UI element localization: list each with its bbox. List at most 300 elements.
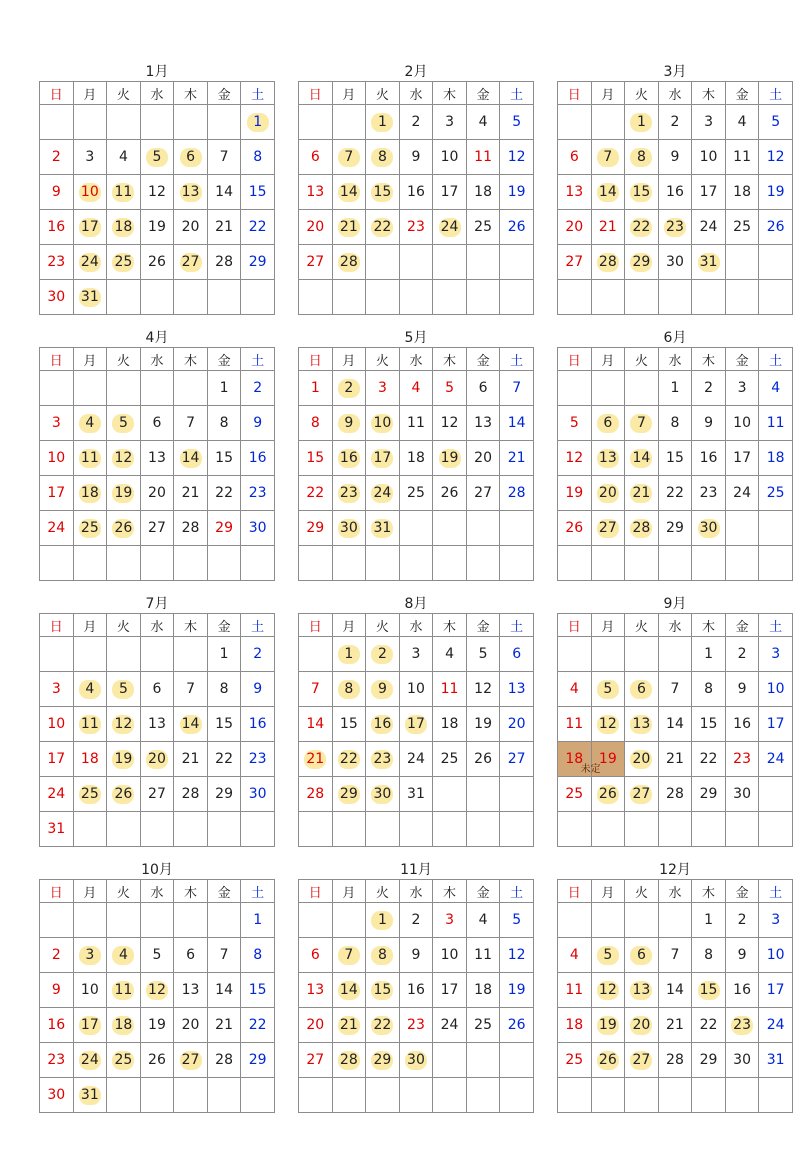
month-title: 12月 <box>659 862 691 878</box>
day-number: 8 <box>704 680 713 697</box>
day-number: 8 <box>219 680 229 697</box>
day-cell <box>241 476 275 511</box>
day-cell <box>107 406 141 441</box>
weekday-header: 月 <box>591 880 625 903</box>
day-cell <box>73 777 107 812</box>
week-row <box>558 210 793 245</box>
weekday-header: 木 <box>433 880 467 903</box>
day-number: 10 <box>699 148 718 165</box>
day-number: 13 <box>474 414 492 431</box>
empty-cell <box>558 1078 592 1113</box>
month-calendar <box>557 64 793 315</box>
day-number: 9 <box>737 946 747 963</box>
empty-cell <box>658 280 692 315</box>
week-row <box>40 1043 275 1078</box>
day-cell <box>433 742 467 777</box>
day-cell <box>500 105 534 140</box>
day-number: 12 <box>146 981 168 1000</box>
week-row <box>558 441 793 476</box>
day-number: 21 <box>215 218 233 235</box>
day-number: 8 <box>310 414 320 431</box>
day-cell <box>625 476 659 511</box>
day-number: 5 <box>152 946 162 963</box>
day-cell <box>241 245 275 280</box>
day-number: 3 <box>377 379 387 396</box>
day-cell <box>40 812 74 847</box>
day-cell <box>366 777 400 812</box>
month-calendar <box>557 862 793 1113</box>
day-number: 15 <box>248 183 267 200</box>
day-number: 12 <box>148 183 166 200</box>
day-cell <box>692 175 726 210</box>
day-cell <box>692 742 726 777</box>
empty-cell <box>558 812 592 847</box>
day-number: 4 <box>478 911 488 928</box>
empty-cell <box>500 546 534 581</box>
weekday-header: 日 <box>40 82 74 105</box>
day-cell <box>174 938 208 973</box>
day-number: 8 <box>670 414 680 431</box>
day-number: 21 <box>666 1016 684 1033</box>
day-number: 23 <box>248 750 267 767</box>
week-row <box>40 672 275 707</box>
week-row <box>558 672 793 707</box>
weekday-header: 日 <box>40 614 74 637</box>
empty-cell <box>366 546 400 581</box>
day-cell <box>725 105 759 140</box>
day-number: 26 <box>565 519 584 536</box>
day-cell <box>399 903 433 938</box>
day-cell <box>759 973 793 1008</box>
day-number: 7 <box>670 680 680 697</box>
day-number: 5 <box>146 148 168 167</box>
day-cell <box>558 973 592 1008</box>
day-cell <box>73 280 107 315</box>
weekday-header: 土 <box>500 880 534 903</box>
weekday-header: 月 <box>591 614 625 637</box>
day-number: 1 <box>219 379 229 396</box>
empty-cell <box>107 903 141 938</box>
day-number: 11 <box>733 148 751 165</box>
day-cell <box>625 105 659 140</box>
day-number: 11 <box>565 715 584 732</box>
day-number: 5 <box>771 113 781 130</box>
day-number: 21 <box>338 218 360 237</box>
day-number: 20 <box>507 715 526 732</box>
week-row <box>299 105 534 140</box>
day-cell <box>591 245 625 280</box>
day-cell <box>558 511 592 546</box>
weekday-header: 水 <box>140 614 174 637</box>
day-number: 17 <box>79 218 101 237</box>
day-cell <box>299 175 333 210</box>
day-cell <box>759 476 793 511</box>
day-cell <box>500 210 534 245</box>
weekday-header: 土 <box>500 82 534 105</box>
day-number: 1 <box>338 645 360 664</box>
month-grid <box>298 81 534 315</box>
day-cell <box>658 105 692 140</box>
day-number: 13 <box>148 449 166 466</box>
day-cell <box>174 707 208 742</box>
weekday-header: 土 <box>759 614 793 637</box>
weekday-header: 木 <box>174 614 208 637</box>
empty-cell <box>591 105 625 140</box>
day-cell <box>692 406 726 441</box>
day-number: 31 <box>47 820 66 837</box>
day-cell <box>725 777 759 812</box>
empty-cell <box>759 245 793 280</box>
day-cell <box>399 973 433 1008</box>
empty-cell <box>299 1078 333 1113</box>
day-number: 28 <box>666 1051 684 1068</box>
weekday-header: 木 <box>692 348 726 371</box>
empty-cell <box>140 903 174 938</box>
day-number: 12 <box>112 715 134 734</box>
day-cell <box>725 1043 759 1078</box>
day-cell <box>692 777 726 812</box>
day-cell <box>399 1008 433 1043</box>
day-number: 25 <box>79 785 101 804</box>
day-cell <box>366 938 400 973</box>
day-number: 6 <box>569 148 579 165</box>
day-cell <box>658 371 692 406</box>
day-cell <box>692 140 726 175</box>
day-cell <box>558 1008 592 1043</box>
day-cell <box>241 973 275 1008</box>
day-cell <box>500 637 534 672</box>
weekday-header: 月 <box>332 82 366 105</box>
day-number: 20 <box>148 484 166 501</box>
day-number: 16 <box>248 449 267 466</box>
day-cell <box>140 441 174 476</box>
day-number: 10 <box>79 183 101 202</box>
empty-cell <box>625 903 659 938</box>
empty-cell <box>107 371 141 406</box>
weekday-header: 金 <box>466 348 500 371</box>
day-cell <box>207 938 241 973</box>
week-row <box>299 210 534 245</box>
day-cell <box>466 406 500 441</box>
day-cell <box>500 175 534 210</box>
day-number: 3 <box>771 911 781 928</box>
empty-cell <box>759 812 793 847</box>
day-cell <box>500 1008 534 1043</box>
day-cell <box>299 707 333 742</box>
day-cell <box>299 406 333 441</box>
day-number: 14 <box>630 449 652 468</box>
day-number: 3 <box>79 946 101 965</box>
day-number: 18 <box>112 218 134 237</box>
day-number: 16 <box>248 715 267 732</box>
week-row <box>558 1043 793 1078</box>
empty-cell <box>299 546 333 581</box>
weekday-header: 土 <box>241 614 275 637</box>
day-cell <box>207 175 241 210</box>
day-number: 11 <box>112 981 134 1000</box>
day-cell <box>241 210 275 245</box>
empty-cell <box>625 1078 659 1113</box>
day-number: 30 <box>371 785 393 804</box>
day-cell <box>692 938 726 973</box>
day-cell <box>107 973 141 1008</box>
month-grid <box>298 347 534 581</box>
day-number: 14 <box>338 981 360 1000</box>
empty-cell <box>40 546 74 581</box>
day-cell <box>140 511 174 546</box>
week-row <box>299 742 534 777</box>
day-cell <box>40 1078 74 1113</box>
day-cell <box>366 441 400 476</box>
day-cell <box>241 777 275 812</box>
day-number: 25 <box>407 484 425 501</box>
day-number: 8 <box>219 414 229 431</box>
day-cell <box>399 175 433 210</box>
week-row <box>558 245 793 280</box>
day-cell <box>332 140 366 175</box>
day-cell <box>725 441 759 476</box>
day-cell <box>140 1043 174 1078</box>
week-row <box>558 476 793 511</box>
day-cell <box>332 406 366 441</box>
weekday-header: 金 <box>725 348 759 371</box>
empty-cell <box>692 280 726 315</box>
day-number: 19 <box>565 484 584 501</box>
week-row <box>40 175 275 210</box>
day-number: 7 <box>670 946 680 963</box>
day-cell <box>466 441 500 476</box>
day-cell <box>299 210 333 245</box>
day-number: 8 <box>253 946 263 963</box>
day-number: 23 <box>733 750 751 767</box>
empty-cell <box>399 1078 433 1113</box>
empty-cell <box>591 903 625 938</box>
day-cell <box>725 371 759 406</box>
day-number: 23 <box>731 1016 753 1035</box>
day-cell <box>332 371 366 406</box>
empty-cell <box>332 903 366 938</box>
month-title: 8月 <box>404 596 428 612</box>
weekday-header: 火 <box>366 348 400 371</box>
day-cell <box>174 672 208 707</box>
day-cell <box>591 175 625 210</box>
day-cell <box>399 938 433 973</box>
day-cell <box>625 707 659 742</box>
day-cell <box>658 406 692 441</box>
empty-cell <box>140 546 174 581</box>
day-number: 19 <box>597 1016 619 1035</box>
weekday-header: 月 <box>332 614 366 637</box>
day-number: 18 <box>474 981 492 998</box>
empty-cell <box>759 1078 793 1113</box>
day-number: 12 <box>112 449 134 468</box>
empty-cell <box>399 280 433 315</box>
day-number: 1 <box>704 911 713 928</box>
day-cell <box>107 1043 141 1078</box>
day-cell <box>40 777 74 812</box>
day-cell <box>241 938 275 973</box>
day-number: 20 <box>306 1016 325 1033</box>
day-number: 3 <box>51 414 61 431</box>
weekday-header: 木 <box>692 880 726 903</box>
day-cell <box>40 672 74 707</box>
day-cell <box>725 406 759 441</box>
day-cell <box>107 441 141 476</box>
day-number: 17 <box>733 449 751 466</box>
day-cell <box>625 1043 659 1078</box>
day-number: 30 <box>405 1051 427 1070</box>
day-cell <box>40 511 74 546</box>
empty-cell <box>500 280 534 315</box>
day-number: 20 <box>565 218 584 235</box>
day-cell <box>759 707 793 742</box>
weekday-header: 火 <box>625 614 659 637</box>
day-number: 12 <box>507 148 526 165</box>
day-cell <box>725 175 759 210</box>
empty-cell <box>332 280 366 315</box>
day-cell <box>591 511 625 546</box>
empty-cell <box>174 371 208 406</box>
week-row <box>299 546 534 581</box>
weekday-header: 水 <box>399 880 433 903</box>
day-number: 25 <box>565 1051 584 1068</box>
day-number: 29 <box>215 785 233 802</box>
day-number: 5 <box>112 680 134 699</box>
day-number: 2 <box>253 645 263 662</box>
day-number: 24 <box>440 1016 459 1033</box>
day-number: 24 <box>407 750 425 767</box>
day-cell <box>174 210 208 245</box>
day-cell <box>692 1043 726 1078</box>
empty-cell <box>40 371 74 406</box>
day-cell <box>73 441 107 476</box>
day-cell <box>40 175 74 210</box>
empty-cell <box>299 105 333 140</box>
month-title: 3月 <box>663 64 687 80</box>
day-cell <box>241 140 275 175</box>
week-row <box>299 637 534 672</box>
day-number: 18 <box>474 183 492 200</box>
day-cell <box>140 140 174 175</box>
empty-cell <box>399 245 433 280</box>
day-cell <box>207 1043 241 1078</box>
day-cell <box>73 210 107 245</box>
day-number: 18 <box>733 183 751 200</box>
month-title: 4月 <box>145 330 169 346</box>
empty-cell <box>466 245 500 280</box>
day-number: 5 <box>445 379 454 396</box>
day-number: 17 <box>405 715 427 734</box>
day-cell <box>207 707 241 742</box>
empty-cell <box>73 105 107 140</box>
empty-cell <box>207 812 241 847</box>
day-number: 31 <box>407 785 425 802</box>
day-number: 30 <box>733 1051 751 1068</box>
day-cell <box>332 1008 366 1043</box>
day-cell <box>140 245 174 280</box>
month-calendar <box>557 596 793 847</box>
day-number: 18 <box>440 715 459 732</box>
day-number: 5 <box>112 414 134 433</box>
day-number: 18 <box>112 1016 134 1035</box>
day-number: 19 <box>507 183 526 200</box>
weekday-header: 月 <box>73 614 107 637</box>
day-cell <box>500 973 534 1008</box>
day-number: 30 <box>666 253 684 270</box>
day-cell <box>174 406 208 441</box>
day-number: 15 <box>248 981 267 998</box>
day-cell <box>725 938 759 973</box>
week-row <box>40 511 275 546</box>
day-number: 26 <box>766 218 785 235</box>
day-number: 6 <box>186 946 195 963</box>
month-grid <box>39 347 275 581</box>
day-cell <box>299 1008 333 1043</box>
month-title: 10月 <box>141 862 173 878</box>
day-number: 13 <box>507 680 526 697</box>
day-cell <box>433 210 467 245</box>
day-cell <box>241 371 275 406</box>
day-number: 13 <box>630 981 652 1000</box>
day-cell <box>73 245 107 280</box>
day-number: 2 <box>253 379 263 396</box>
day-number: 17 <box>371 449 393 468</box>
empty-cell <box>433 280 467 315</box>
day-cell <box>725 637 759 672</box>
weekday-header: 火 <box>366 82 400 105</box>
day-cell <box>40 280 74 315</box>
day-cell <box>759 210 793 245</box>
day-number: 2 <box>51 148 61 165</box>
weekday-header: 木 <box>433 614 467 637</box>
weekday-header: 木 <box>174 880 208 903</box>
day-cell <box>433 672 467 707</box>
day-cell <box>692 210 726 245</box>
day-cell <box>725 903 759 938</box>
day-number: 15 <box>630 183 652 202</box>
weekday-header: 金 <box>207 614 241 637</box>
day-cell <box>658 707 692 742</box>
empty-cell <box>241 1078 275 1113</box>
day-number: 2 <box>737 645 747 662</box>
day-number: 18 <box>565 1016 584 1033</box>
empty-cell <box>332 105 366 140</box>
weekday-header: 金 <box>466 880 500 903</box>
day-number: 14 <box>507 414 526 431</box>
day-cell <box>174 511 208 546</box>
month-title: 9月 <box>663 596 687 612</box>
week-row <box>558 175 793 210</box>
day-cell <box>658 511 692 546</box>
week-row <box>299 1078 534 1113</box>
day-number: 9 <box>670 148 680 165</box>
day-number: 28 <box>215 253 233 270</box>
empty-cell <box>366 1078 400 1113</box>
day-cell <box>558 742 601 777</box>
day-cell <box>759 175 793 210</box>
day-number: 27 <box>507 750 526 767</box>
day-cell <box>140 406 174 441</box>
day-number: 18 <box>565 750 584 767</box>
weekday-header: 日 <box>558 82 592 105</box>
day-cell <box>40 476 74 511</box>
weekday-header: 木 <box>433 348 467 371</box>
empty-cell <box>207 546 241 581</box>
day-number: 21 <box>215 1016 233 1033</box>
day-cell <box>500 406 534 441</box>
day-number: 10 <box>47 715 66 732</box>
day-cell <box>692 1008 726 1043</box>
